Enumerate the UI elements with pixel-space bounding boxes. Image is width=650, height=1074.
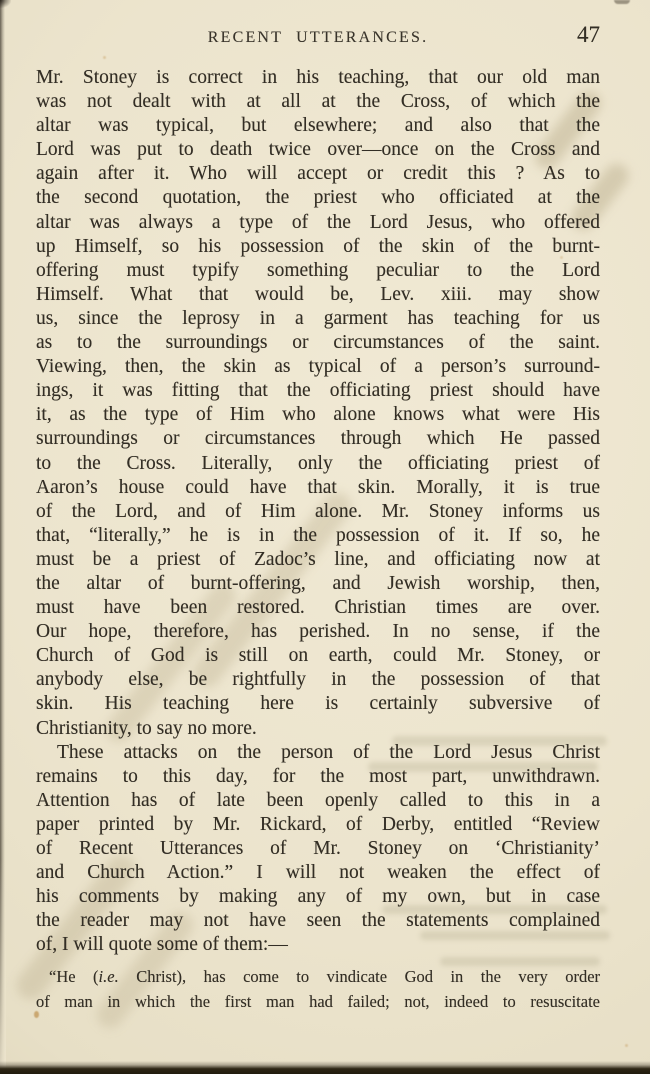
text-line: of, I will quote some of them:— [36, 934, 288, 956]
text-line: anybody else, be rightfully in the possession of that [36, 669, 600, 691]
foxing-dot [103, 56, 106, 59]
text-line: Himself. What that would be, Lev. xiii. may show [36, 283, 600, 305]
text-line: skin. His teaching here is certainly subversive of [36, 693, 600, 715]
text-line: Attention has of late been openly called to this in a [36, 789, 600, 811]
text-line: ings, it was fitting that the officiating priest should have [36, 380, 600, 402]
text-line: surroundings or circumstances through which He passed [36, 428, 600, 450]
text-line: the second quotation, the priest who officiated at the [36, 187, 600, 209]
text-line: it, as the type of Him who alone knows what were His [36, 404, 600, 426]
text-body [36, 66, 600, 1015]
text-line: Our hope, therefore, has perished. In no sense, if the [36, 621, 600, 643]
text-line: paper printed by Mr. Rickard, of Derby, entitled “Review [36, 813, 600, 835]
text-line: Viewing, then, the skin as typical of a person’s surround- [36, 356, 600, 378]
quotation-paragraph [36, 965, 600, 1014]
corner-speck-top-right [614, 0, 630, 4]
corner-mark-top-left [0, 0, 11, 8]
page-header [36, 0, 600, 60]
paragraph [36, 741, 600, 958]
text-line: the reader may not have seen the statements complained [36, 910, 600, 932]
text-line: Lord was put to death twice over—once on the Cross and [36, 139, 600, 161]
text-line: of the Lord, and of Him alone. Mr. Stoney informs us [36, 500, 600, 522]
text-line: to the Cross. Literally, only the officiating priest of [36, 452, 600, 474]
text-line: of man in which the first man had failed; not, indeed to resuscitate [36, 992, 600, 1012]
text-line: Christianity, to say no more. [36, 717, 257, 739]
text-line: up Himself, so his possession of the skin of the burnt- [36, 235, 600, 257]
left-edge-fade [0, 860, 6, 1074]
text-line: of Recent Utterances of Mr. Stoney on ‘Christianity’ [36, 838, 600, 859]
text-line: remains to this day, for the most part, unwithdrawn. [36, 765, 600, 787]
text-line: Church of God is still on earth, could Mr. Stoney, or [36, 645, 600, 667]
text-line: Mr. Stoney is correct in his teaching, that our old man [36, 67, 600, 88]
foxing-dot [34, 1011, 39, 1018]
text-line: altar was always a type of the Lord Jesus, who offered [36, 211, 600, 233]
text-line: Aaron’s house could have that skin. Morally, it is true [36, 476, 600, 498]
text-line: again after it. Who will accept or credit this ? As to [36, 163, 600, 185]
text-line: “He (i.e. Christ), has come to vindicate God in the very order [49, 967, 601, 987]
text-line: his comments by making any of my own, but in case [36, 886, 600, 908]
text-line: must be a priest of Zadoc’s line, and officiating now at [36, 548, 600, 570]
text-line: was not dealt with at all at the Cross, of which the [36, 91, 600, 113]
paragraph [36, 66, 600, 741]
running-title: RECENT UTTERANCES. [207, 29, 429, 46]
text-line: offering must typify something peculiar to the Lord [36, 259, 600, 281]
text-line: as to the surroundings or circumstances of the saint. [36, 332, 600, 354]
text-line: that, “literally,” he is in the possession of it. If so, he [36, 524, 600, 546]
text-line: These attacks on the person of the Lord Jesus Christ [57, 741, 600, 763]
foxing-dot [625, 1044, 628, 1047]
text-line: and Church Action.” I will not weaken the effect of [36, 862, 600, 884]
text-line: the altar of burnt-offering, and Jewish worship, then, [36, 572, 600, 594]
page-number: 47 [577, 22, 600, 47]
text-line: must have been restored. Christian times are over. [36, 597, 600, 619]
bottom-edge-shadow [0, 1061, 650, 1074]
text-line: altar was typical, but elsewhere; and also that the [36, 115, 600, 137]
foxing-dot [560, 256, 563, 259]
text-line: us, since the leprosy in a garment has teaching for us [36, 307, 600, 329]
